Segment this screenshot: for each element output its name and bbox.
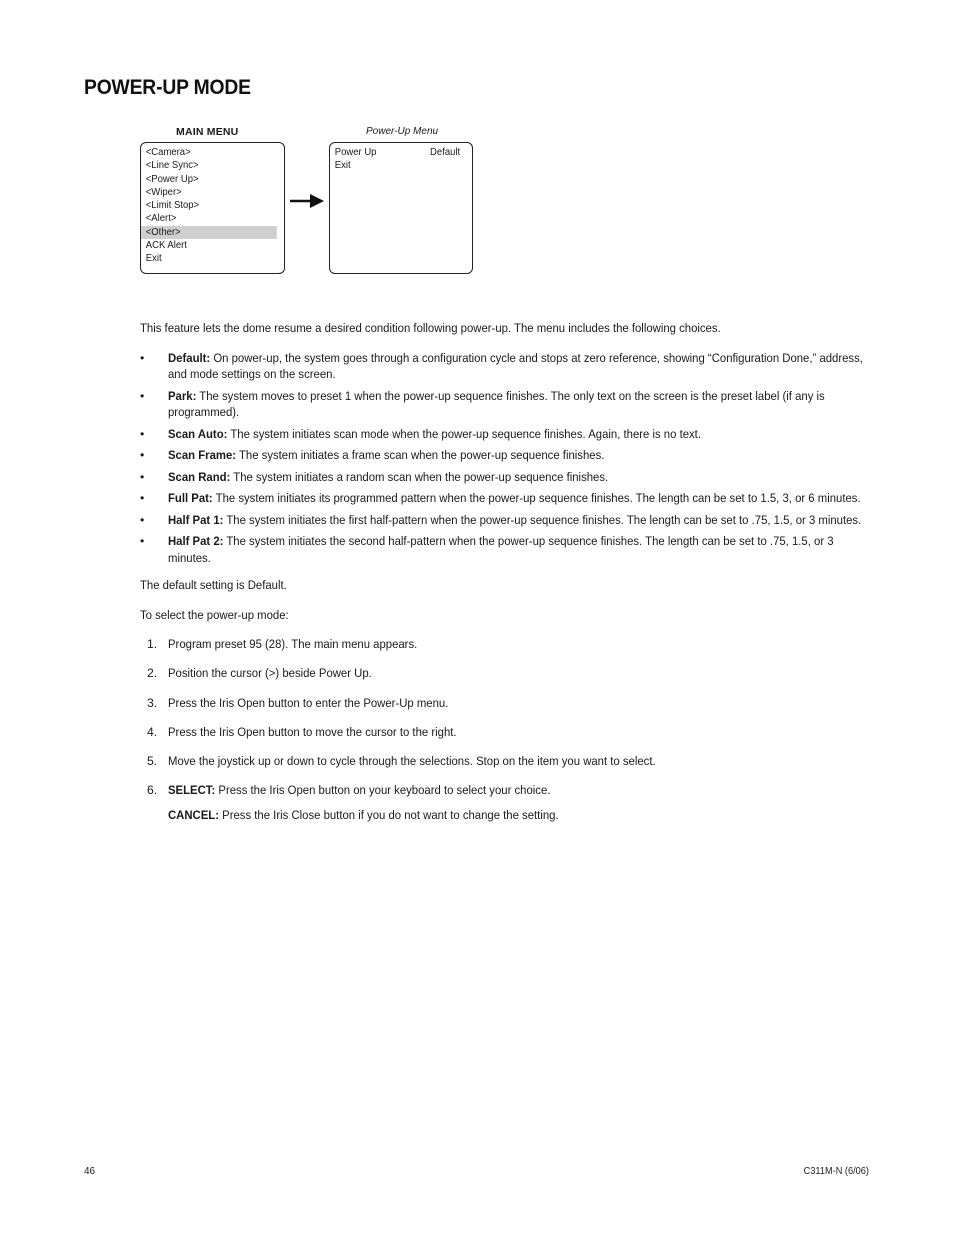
step-number: 3. xyxy=(147,695,158,710)
main-menu-item-camera: <Camera> xyxy=(145,147,191,158)
bullet-icon: • xyxy=(140,512,145,527)
choice-park xyxy=(140,388,875,421)
page-title: POWER-UP MODE xyxy=(84,76,251,99)
choice-term: Scan Rand: xyxy=(168,469,231,484)
step-number: 1. xyxy=(147,637,158,651)
choice-term: Full Pat: xyxy=(168,491,213,505)
step-text: Program preset 95 (28). The main menu appears. xyxy=(168,637,418,651)
choice-term: Park: xyxy=(168,388,197,403)
step-number: 2. xyxy=(147,666,158,681)
bullet-icon: • xyxy=(140,469,145,484)
cancel-term: CANCEL: xyxy=(168,807,220,822)
power-up-menu-list xyxy=(330,143,472,173)
choice-scan-rand xyxy=(140,469,875,486)
choice-full-pat xyxy=(140,490,875,507)
step-6 xyxy=(140,782,875,823)
bullet-icon: • xyxy=(140,426,145,441)
step-text: Move the joystick up or down to cycle through the selections. Stop on the item you want to select. xyxy=(168,754,656,769)
choice-text: The system initiates the first half-pattern when the power-up sequence finishes. The length can be set to .75, 1.5, or 3 minutes. xyxy=(223,512,862,527)
choice-term: Scan Frame: xyxy=(168,448,237,462)
choice-scan-frame xyxy=(140,447,875,464)
menu-diagram xyxy=(140,125,480,280)
main-menu-box xyxy=(140,142,285,274)
choice-half-pat-2 xyxy=(140,533,875,566)
main-menu-item-other: <Other> xyxy=(141,226,277,239)
choice-term: Scan Auto: xyxy=(168,426,228,441)
default-setting-text: The default setting is Default. xyxy=(140,578,287,592)
select-term: SELECT: xyxy=(168,783,216,798)
power-up-menu-box xyxy=(329,142,473,274)
choice-term: Half Pat 2: xyxy=(168,534,224,548)
body-content xyxy=(140,320,875,836)
step-text: Press the Iris Open button to move the cursor to the right. xyxy=(168,724,457,739)
steps-intro: To select the power-up mode: xyxy=(140,607,289,622)
choice-text: The system initiates a frame scan when the power-up sequence finishes. xyxy=(236,448,605,462)
main-menu-item-power-up: <Power Up> xyxy=(145,173,199,185)
steps-list xyxy=(140,636,875,823)
bullet-icon: • xyxy=(140,448,145,462)
main-menu-item-alert: <Alert> xyxy=(145,213,177,225)
choice-scan-auto xyxy=(140,426,875,443)
choice-text: The system initiates its programmed pattern when the power-up sequence finishes. The length can be set to 1.5, 3, or 6 minutes. xyxy=(212,491,861,505)
choice-text: The system initiates scan mode when the power-up sequence finishes. Again, there is no text. xyxy=(227,426,701,441)
intro-paragraph: This feature lets the dome resume a desired condition following power-up. The menu includes the following choices. xyxy=(140,321,721,335)
bullet-icon: • xyxy=(140,491,145,505)
main-menu-caption: MAIN MENU xyxy=(176,126,239,138)
power-up-menu-exit: Exit xyxy=(334,160,351,172)
step-3 xyxy=(140,695,875,712)
main-menu-item-ack-alert: ACK Alert xyxy=(145,240,187,252)
step-4 xyxy=(140,724,875,741)
step-text: Press the Iris Open button on your keyboard to select your choice. xyxy=(215,783,551,798)
choice-text: The system initiates a random scan when the power-up sequence finishes. xyxy=(230,469,609,484)
power-up-value: Default xyxy=(430,147,461,158)
power-up-menu-caption: Power-Up Menu xyxy=(366,126,439,137)
document-id: C311M-N (6/06) xyxy=(803,1166,869,1177)
cancel-text: Press the Iris Close button if you do not want to change the setting. xyxy=(219,807,559,822)
main-menu-item-wiper: <Wiper> xyxy=(145,186,182,198)
step-number: 6. xyxy=(147,783,158,798)
right-arrow-icon xyxy=(290,193,326,209)
main-menu-item-limit-stop: <Limit Stop> xyxy=(145,200,200,212)
power-up-menu-row xyxy=(330,146,465,159)
step-text: Press the Iris Open button to enter the Power-Up menu. xyxy=(168,695,449,710)
bullet-icon: • xyxy=(140,388,145,403)
step-2 xyxy=(140,665,875,682)
step-text: Position the cursor (>) beside Power Up. xyxy=(168,666,372,681)
choice-text: The system moves to preset 1 when the power-up sequence finishes. The only text on the screen is the preset label (if any is programmed). xyxy=(168,388,825,419)
main-menu-item-exit: Exit xyxy=(145,253,162,265)
choices-list xyxy=(140,350,875,567)
choice-text: The system initiates the second half-pattern when the power-up sequence finishes. The length can be set to .75, 1.5, or 3 minutes. xyxy=(168,534,834,565)
power-up-label: Power Up xyxy=(334,147,377,158)
choice-term: Half Pat 1: xyxy=(168,512,224,527)
choice-text: On power-up, the system goes through a configuration cycle and stops at zero reference, showing “Configuration Done,” address, and mode settings on the screen. xyxy=(168,350,863,381)
step-number: 5. xyxy=(147,754,158,769)
step-1 xyxy=(140,636,875,653)
choice-term: Default: xyxy=(168,350,211,365)
page-number: 46 xyxy=(84,1166,96,1177)
bullet-icon: • xyxy=(140,350,145,365)
step-5 xyxy=(140,753,875,770)
step-number: 4. xyxy=(147,724,158,739)
choice-default xyxy=(140,350,875,383)
main-menu-list xyxy=(141,143,284,266)
choice-half-pat-1 xyxy=(140,512,875,529)
main-menu-item-line-sync: <Line Sync> xyxy=(145,160,199,172)
bullet-icon: • xyxy=(140,534,145,548)
